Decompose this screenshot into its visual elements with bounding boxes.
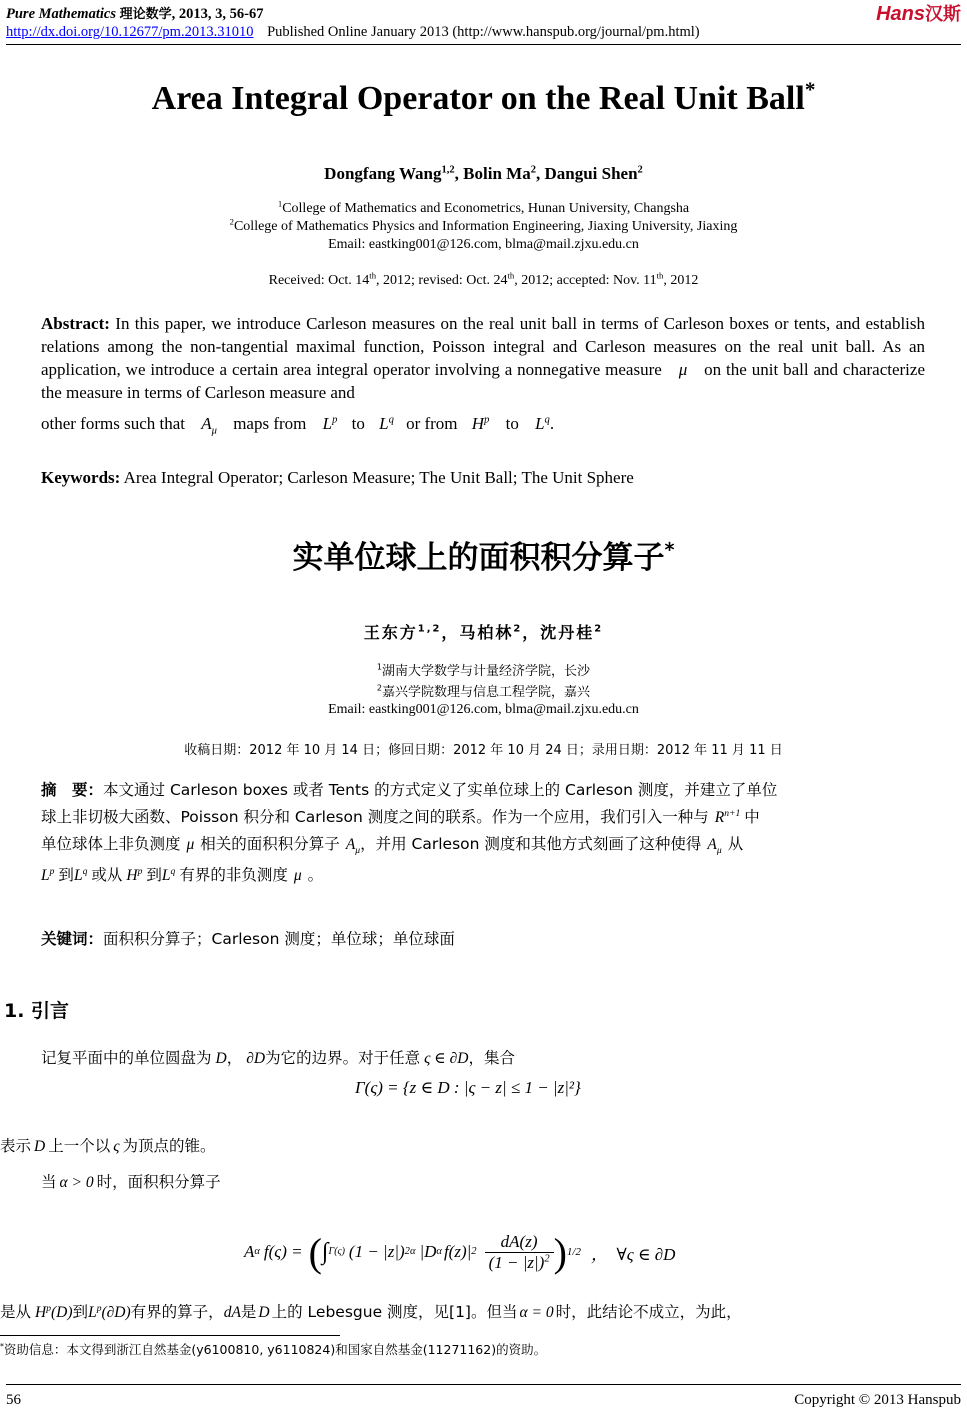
ordinal-suffix: th <box>369 270 377 281</box>
author-name: Bolin Ma <box>463 164 531 183</box>
journal-issue: , 2013, 3, 56-67 <box>171 6 264 22</box>
affiliation-number: 2 <box>229 216 234 227</box>
author-name-cn: ，马柏林 <box>441 623 514 642</box>
page-title <box>0 77 967 118</box>
abstract-text-cn: 单位球体上非负测度 <box>41 835 181 853</box>
author-affiliation-mark: 2 <box>513 623 523 635</box>
body-paragraph-3 <box>41 1170 221 1192</box>
math-inline: α = 0 <box>519 1304 554 1321</box>
equation-lhs: f(ς) = <box>263 1242 303 1261</box>
math-inline: α > 0 <box>59 1174 94 1191</box>
abstract-line <box>41 804 927 831</box>
author-separator: , <box>454 164 464 183</box>
title-footnote-mark: * <box>804 77 816 102</box>
affiliation-number: 2 <box>376 683 383 693</box>
integral-sign: ∫ <box>321 1238 329 1265</box>
space-symbol: L <box>73 867 83 884</box>
abstract-text: . <box>549 414 555 433</box>
author-name-cn: ，沈丹桂 <box>522 623 595 642</box>
chinese-keywords <box>41 927 455 949</box>
space-exponent: p <box>484 414 490 426</box>
page-number: 56 <box>6 1392 21 1408</box>
doi-link[interactable]: http://dx.doi.org/10.12677/pm.2013.31010 <box>6 24 254 40</box>
fraction-denominator <box>485 1252 554 1273</box>
body-paragraph-1 <box>41 1046 515 1068</box>
chinese-email-line: Email: eastking001@126.com, blma@mail.zjxu.edu.cn <box>328 702 639 717</box>
chinese-title <box>0 532 967 577</box>
footnote <box>0 1340 546 1358</box>
space-symbol: L <box>535 414 545 433</box>
space-exponent: q <box>82 865 88 877</box>
footnote-rule <box>0 1335 340 1336</box>
abstract-label: Abstract: <box>41 314 110 333</box>
author-list <box>0 164 967 184</box>
body-text: 为它的边界。对于任意 <box>265 1049 421 1067</box>
year-text: , 2012 <box>663 273 699 288</box>
keywords-label: Keywords: <box>41 468 121 487</box>
space-symbol: H <box>35 1304 47 1321</box>
chinese-affiliation-1 <box>0 660 967 679</box>
body-text: ， <box>226 1049 243 1067</box>
keywords-text: Area Integral Operator; Carleson Measure; The Unit Ball; The Unit Sphere <box>123 468 634 487</box>
body-text: ，集合 <box>468 1049 515 1067</box>
area-integral-equation: A α f(ς) = ( ∫ Γ(ς) (1 − |z|) 2α |D α f(z)| 2 $\frac{dA(z)}{(1 - |z|)^2}$ ) 1/2 ， ∀ς ∈ ∂D <box>244 1229 676 1275</box>
abstract-paragraph <box>41 312 925 404</box>
disc-symbol: D <box>34 1138 46 1155</box>
body-text: 时，面积积分算子 <box>96 1173 221 1191</box>
mu-symbol: μ <box>293 867 302 884</box>
abstract-text: to <box>351 414 365 433</box>
affiliation-text: College of Mathematics Physics and Information Engineering, Jiaxing University, Jiaxing <box>233 219 738 234</box>
cone-equation: Γ(ς) = {z ∈ D : |ς − z| ≤ 1 − |z|²} <box>355 1078 581 1097</box>
denominator-exponent: 2 <box>544 1252 550 1264</box>
abstract-line <box>41 831 927 858</box>
space-exponent: q <box>388 414 394 426</box>
abstract-text-cn: ，并用 Carleson 测度和其他方式刻画了这种使得 <box>360 835 702 853</box>
space-exponent: q <box>544 414 550 426</box>
operator-symbol: A <box>244 1242 255 1261</box>
abstract-text-cn: 从 <box>727 835 744 853</box>
body-text: 时，此结论不成立，为此， <box>555 1303 742 1321</box>
space-symbol: L <box>161 867 171 884</box>
space-exponent: p <box>96 1302 102 1314</box>
operator-symbol: A <box>345 836 356 853</box>
dimension-exponent: n+1 <box>724 807 741 819</box>
copyright: Copyright © 2013 Hanspub <box>794 1392 961 1408</box>
chinese-abstract <box>41 777 927 889</box>
author-affiliation-mark: 2 <box>637 164 643 176</box>
vertex-symbol: ς <box>113 1138 120 1155</box>
body-text: 记复平面中的单位圆盘为 <box>41 1049 212 1067</box>
body-text: 上的 Lebesgue 测度，见[1]。但当 <box>271 1303 518 1321</box>
footnote-text: 资助信息：本文得到浙江自然基金(y6100810, y6110824)和国家自然基金(11271162)的资助。 <box>3 1342 547 1357</box>
space-symbol: L <box>379 414 389 433</box>
abstract-text: to <box>505 414 519 433</box>
operator-subscript: μ <box>355 845 361 857</box>
derivative-term: |D <box>419 1242 437 1261</box>
affiliation-number: 1 <box>277 198 283 209</box>
space-exponent: p <box>332 414 338 426</box>
space-symbol: L <box>41 867 50 884</box>
email-line: Email: eastking001@126.com, blma@mail.zjxu.edu.cn <box>328 237 639 252</box>
footer-rule <box>6 1384 961 1385</box>
affiliation-text-cn: 湖南大学数学与计量经济学院，长沙 <box>382 664 591 679</box>
operator-subscript: μ <box>716 845 722 857</box>
body-text: 表示 <box>0 1137 32 1155</box>
abstract-text-cn: 或从 <box>91 866 123 884</box>
author-affiliation-mark: 2 <box>594 623 604 635</box>
section-heading: 1. 引言 <box>4 1000 70 1022</box>
domain-symbol: (D) <box>51 1304 73 1321</box>
affiliation-number: 1 <box>376 662 383 672</box>
affiliation-1 <box>0 198 967 217</box>
right-big-paren-icon: ) <box>553 1229 567 1275</box>
abstract-last-line <box>41 414 925 437</box>
doi-line <box>6 24 700 41</box>
author-name: Dangui Shen <box>544 164 638 183</box>
equation-quantifier: ， ∀ς ∈ ∂D <box>590 1244 676 1264</box>
keywords-label-cn: 关键词： <box>41 930 104 948</box>
space-symbol: H <box>471 414 485 433</box>
footnote-mark: * <box>0 1341 4 1351</box>
left-big-paren-icon: ( <box>308 1229 322 1275</box>
body-text: 是从 <box>0 1303 32 1321</box>
author-name: Dongfang Wang <box>324 164 442 183</box>
fraction <box>485 1232 554 1273</box>
body-text: 上一个以 <box>48 1137 111 1155</box>
affiliation-text-cn: 嘉兴学院数理与信息工程学院，嘉兴 <box>382 685 591 700</box>
body-text: 有界的算子， <box>130 1303 224 1321</box>
body-paragraph-4 <box>0 1300 967 1322</box>
affiliation-text: College of Mathematics and Econometrics, Hunan University, Changsha <box>282 201 690 216</box>
real-space-symbol: R <box>714 809 725 826</box>
abstract-text-cn: 到 <box>58 866 74 884</box>
body-text: 是 <box>240 1303 257 1321</box>
author-affiliation-mark: 1,2 <box>417 623 442 635</box>
abstract-text: other forms such that <box>41 414 185 433</box>
fraction-numerator: dA(z) <box>500 1231 538 1251</box>
abstract-line <box>41 862 927 889</box>
space-symbol: L <box>88 1304 97 1321</box>
abstract-text: In this paper, we introduce Carleson measures on the real unit ball in terms of Carleson boxes or tents, and establish relations among the non-tangential maximal function, Poisson integral and Carleson measures on the real unit ball. As an application, we introduce a certain area integral operator involving a nonnegative measure <box>41 314 926 379</box>
disc-symbol: D <box>215 1050 227 1067</box>
abstract-line <box>41 777 927 804</box>
body-paragraph-2 <box>0 1134 216 1156</box>
title-text: Area Integral Operator on the Real Unit Ball <box>151 80 805 117</box>
published-online: Published Online January 2013 (http://www.hanspub.org/journal/pm.html) <box>267 24 700 40</box>
body-text: 为顶点的锥。 <box>122 1137 216 1155</box>
abstract-text-cn: 本文通过 Carleson boxes 或者 Tents 的方式定义了实单位球上的 Carleson 测度，并建立了单位 <box>103 781 778 799</box>
operator-symbol: A <box>201 414 212 433</box>
space-exponent: q <box>170 865 176 877</box>
logo-cn: 汉斯 <box>925 4 961 25</box>
journal-name: Pure Mathematics <box>6 6 116 22</box>
chinese-dates: 收稿日期：2012 年 10 月 14 日；修回日期：2012 年 10 月 24 日；录用日期：2012 年 11 月 11 日 <box>184 743 783 758</box>
author-name-cn: 王东方 <box>363 623 418 642</box>
author-affiliation-mark: 2 <box>530 164 536 176</box>
body-text: 当 <box>41 1173 57 1191</box>
affiliation-2 <box>0 216 967 235</box>
author-affiliation-mark: 1,2 <box>441 164 455 176</box>
header-rule <box>6 44 961 45</box>
domain-symbol: (∂D) <box>101 1304 131 1321</box>
abstract-label-cn: 摘 要： <box>41 781 104 799</box>
abstract-text-cn: 。 <box>307 866 324 884</box>
mu-symbol: μ <box>678 360 688 379</box>
journal-line <box>6 3 263 23</box>
abstract-text-cn: 相关的面积积分算子 <box>200 835 340 853</box>
space-exponent: p <box>137 865 143 877</box>
chinese-title-text: 实单位球上的面积积分算子 <box>292 540 665 576</box>
measure-symbol: dA <box>223 1304 241 1321</box>
chinese-authors <box>0 620 967 643</box>
abstract-text-continued: on the unit ball and characterize the measure in terms of Carleson measure and <box>41 360 925 402</box>
operator-symbol: A <box>707 836 717 853</box>
function-term: f(z)| <box>443 1242 472 1261</box>
space-exponent: p <box>46 1302 52 1314</box>
boundary-symbol: ∂D <box>246 1050 266 1067</box>
space-symbol: L <box>322 414 333 433</box>
abstract-text-cn: 球上非切极大函数、Poisson 积分和 Carleson 测度之间的联系。作为一个应用，我们引入一种与 <box>41 808 709 826</box>
ordinal-suffix: th <box>507 270 515 281</box>
accepted-text: , 2012; accepted: Nov. 11 <box>514 273 657 288</box>
weight-term: (1 − |z|) <box>348 1242 405 1261</box>
publisher-logo <box>876 0 961 26</box>
space-symbol: H <box>126 867 138 884</box>
title-footnote-mark: * <box>664 538 675 562</box>
denominator-term: (1 − |z|) <box>488 1252 545 1272</box>
journal-name-cn: 理论数学 <box>119 7 172 22</box>
chinese-affiliation-2 <box>0 681 967 700</box>
abstract-text: maps from <box>233 414 307 433</box>
keywords-text-cn: 面积积分算子；Carleson 测度；单位球；单位球面 <box>103 930 455 948</box>
keywords-line <box>41 468 634 488</box>
operator-subscript: μ <box>211 425 217 437</box>
abstract-text: or from <box>406 414 458 433</box>
space-exponent: p <box>49 865 55 877</box>
mu-symbol: μ <box>186 836 195 853</box>
received-text: Received: Oct. 14 <box>268 273 370 288</box>
abstract-text-cn: 到 <box>146 866 162 884</box>
author-separator: , <box>535 164 545 183</box>
ordinal-suffix: th <box>656 270 664 281</box>
body-text: 到 <box>72 1303 89 1321</box>
logo-latin: Hans <box>876 3 925 25</box>
math-inline: ς ∈ ∂D <box>424 1050 469 1067</box>
abstract-text-cn: 中 <box>744 808 760 826</box>
disc-symbol: D <box>258 1304 270 1321</box>
abstract-text-cn: 有界的非负测度 <box>179 866 288 884</box>
revised-text: , 2012; revised: Oct. 24 <box>376 273 508 288</box>
received-dates <box>0 270 967 289</box>
